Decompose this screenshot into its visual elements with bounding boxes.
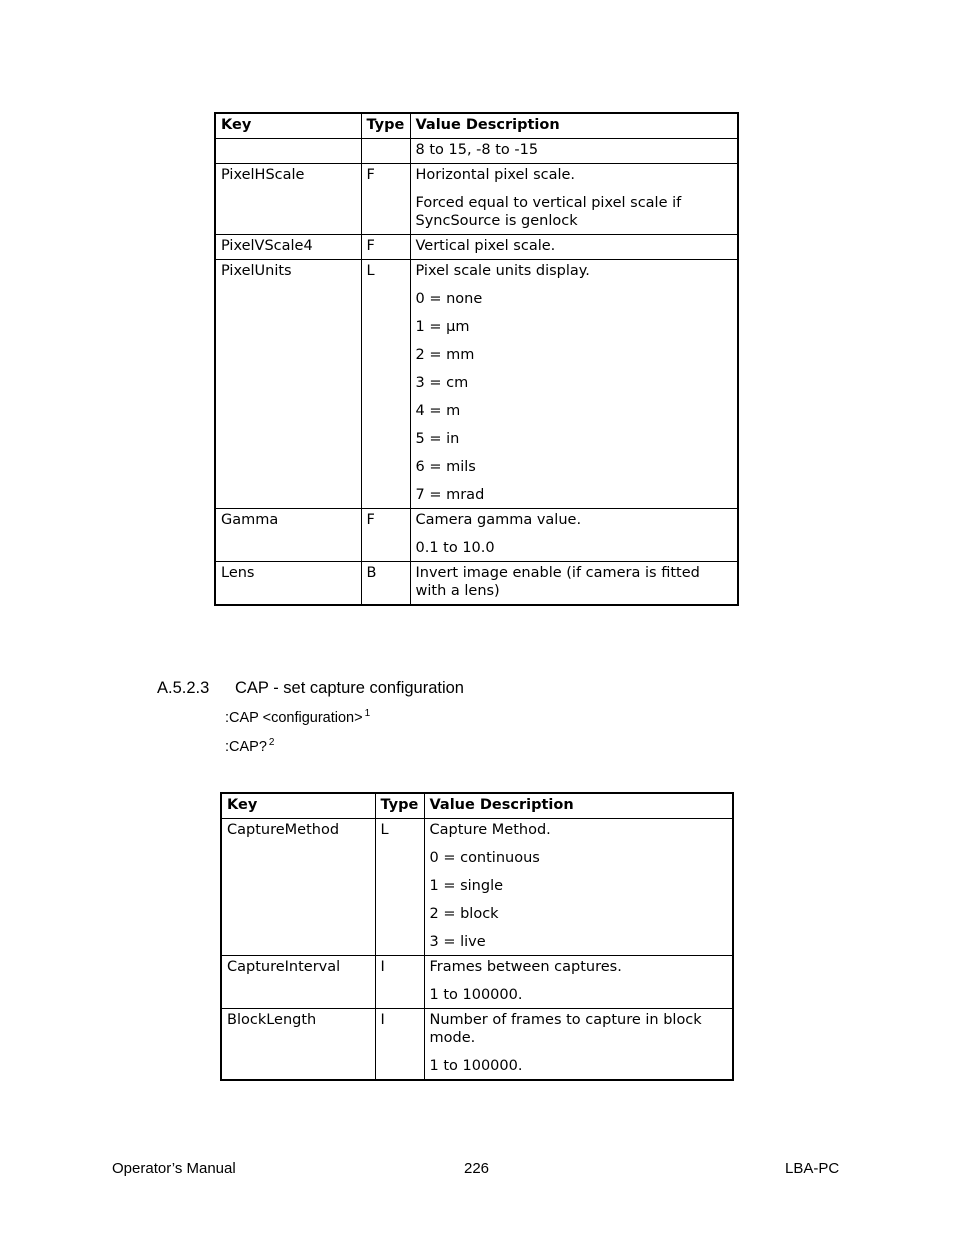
row-key: Lens bbox=[215, 562, 361, 606]
table-row bbox=[215, 235, 738, 260]
header-value-description: Value Description bbox=[410, 113, 738, 139]
row-description bbox=[410, 235, 738, 260]
header-type: Type bbox=[361, 113, 410, 139]
table-row bbox=[215, 139, 738, 164]
description-line: 2 = mm bbox=[415, 347, 475, 363]
description-line: 3 = cm bbox=[415, 375, 469, 391]
header-value-description: Value Description bbox=[424, 793, 733, 819]
parameter-table-2 bbox=[220, 792, 734, 1081]
row-description bbox=[410, 260, 738, 509]
description-line: 0 = none bbox=[415, 291, 483, 307]
row-type: F bbox=[361, 235, 410, 260]
row-key: PixelHScale bbox=[215, 164, 361, 235]
description-line: 5 = in bbox=[415, 431, 460, 447]
description-line: 1 to 100000. bbox=[429, 1058, 523, 1074]
description-line: 7 = mrad bbox=[415, 487, 485, 503]
description-line: 0 = continuous bbox=[429, 850, 540, 866]
row-description bbox=[424, 956, 733, 1009]
footer-right: LBA-PC bbox=[785, 1160, 840, 1177]
section-heading bbox=[157, 679, 464, 698]
description-line: Capture Method. bbox=[429, 822, 551, 838]
header-key: Key bbox=[221, 793, 375, 819]
row-type: L bbox=[375, 819, 424, 956]
row-key: CaptureMethod bbox=[221, 819, 375, 956]
row-description bbox=[410, 164, 738, 235]
description-line: Pixel scale units display. bbox=[415, 263, 590, 279]
description-line: 6 = mils bbox=[415, 459, 476, 475]
description-line: 4 = m bbox=[415, 403, 461, 419]
table-row bbox=[221, 1009, 733, 1081]
command-set-text: :CAP <configuration> bbox=[225, 710, 363, 726]
footnote-ref: 1 bbox=[364, 708, 371, 719]
description-line: 2 = block bbox=[429, 906, 499, 922]
description-line: Vertical pixel scale. bbox=[415, 238, 556, 254]
description-line: 1 = single bbox=[429, 878, 504, 894]
row-key bbox=[215, 139, 361, 164]
row-key: PixelVScale4 bbox=[215, 235, 361, 260]
row-key: CaptureInterval bbox=[221, 956, 375, 1009]
description-line: Frames between captures. bbox=[429, 959, 622, 975]
row-type: L bbox=[361, 260, 410, 509]
table-row bbox=[221, 819, 733, 956]
description-line: 1 = µm bbox=[415, 319, 470, 335]
description-line: 0.1 to 10.0 bbox=[415, 540, 495, 556]
table-row bbox=[221, 956, 733, 1009]
section-title: CAP - set capture configuration bbox=[235, 679, 464, 697]
row-description bbox=[424, 1009, 733, 1081]
command-query bbox=[225, 737, 274, 755]
row-type: F bbox=[361, 164, 410, 235]
row-key: Gamma bbox=[215, 509, 361, 562]
row-description bbox=[410, 562, 738, 606]
table-row bbox=[215, 164, 738, 235]
page-number: 226 bbox=[464, 1160, 490, 1177]
row-type: I bbox=[375, 1009, 424, 1081]
table-row bbox=[215, 562, 738, 606]
description-line: Forced equal to vertical pixel scale if SyncSource is genlock bbox=[415, 195, 682, 229]
description-line: 1 to 100000. bbox=[429, 987, 523, 1003]
table-row bbox=[215, 509, 738, 562]
header-type: Type bbox=[375, 793, 424, 819]
parameter-table-1 bbox=[214, 112, 739, 606]
command-query-text: :CAP? bbox=[225, 739, 267, 755]
table-header-row bbox=[221, 793, 733, 819]
row-key: PixelUnits bbox=[215, 260, 361, 509]
table-header-row bbox=[215, 113, 738, 139]
row-type: B bbox=[361, 562, 410, 606]
description-line: Number of frames to capture in block mode. bbox=[429, 1012, 702, 1046]
description-line: Horizontal pixel scale. bbox=[415, 167, 576, 183]
row-key: BlockLength bbox=[221, 1009, 375, 1081]
section-number: A.5.2.3 bbox=[157, 679, 210, 697]
row-type bbox=[361, 139, 410, 164]
row-type: I bbox=[375, 956, 424, 1009]
row-description bbox=[410, 139, 738, 164]
footnote-ref: 2 bbox=[268, 737, 275, 748]
description-line: Invert image enable (if camera is fitted with a lens) bbox=[415, 565, 700, 599]
table-row bbox=[215, 260, 738, 509]
description-line: Camera gamma value. bbox=[415, 512, 582, 528]
row-description bbox=[410, 509, 738, 562]
command-set bbox=[225, 708, 370, 726]
description-line: 3 = live bbox=[429, 934, 486, 950]
description-line: 8 to 15, -8 to -15 bbox=[415, 142, 539, 158]
row-description bbox=[424, 819, 733, 956]
header-key: Key bbox=[215, 113, 361, 139]
row-type: F bbox=[361, 509, 410, 562]
footer-left: Operator’s Manual bbox=[112, 1160, 236, 1177]
